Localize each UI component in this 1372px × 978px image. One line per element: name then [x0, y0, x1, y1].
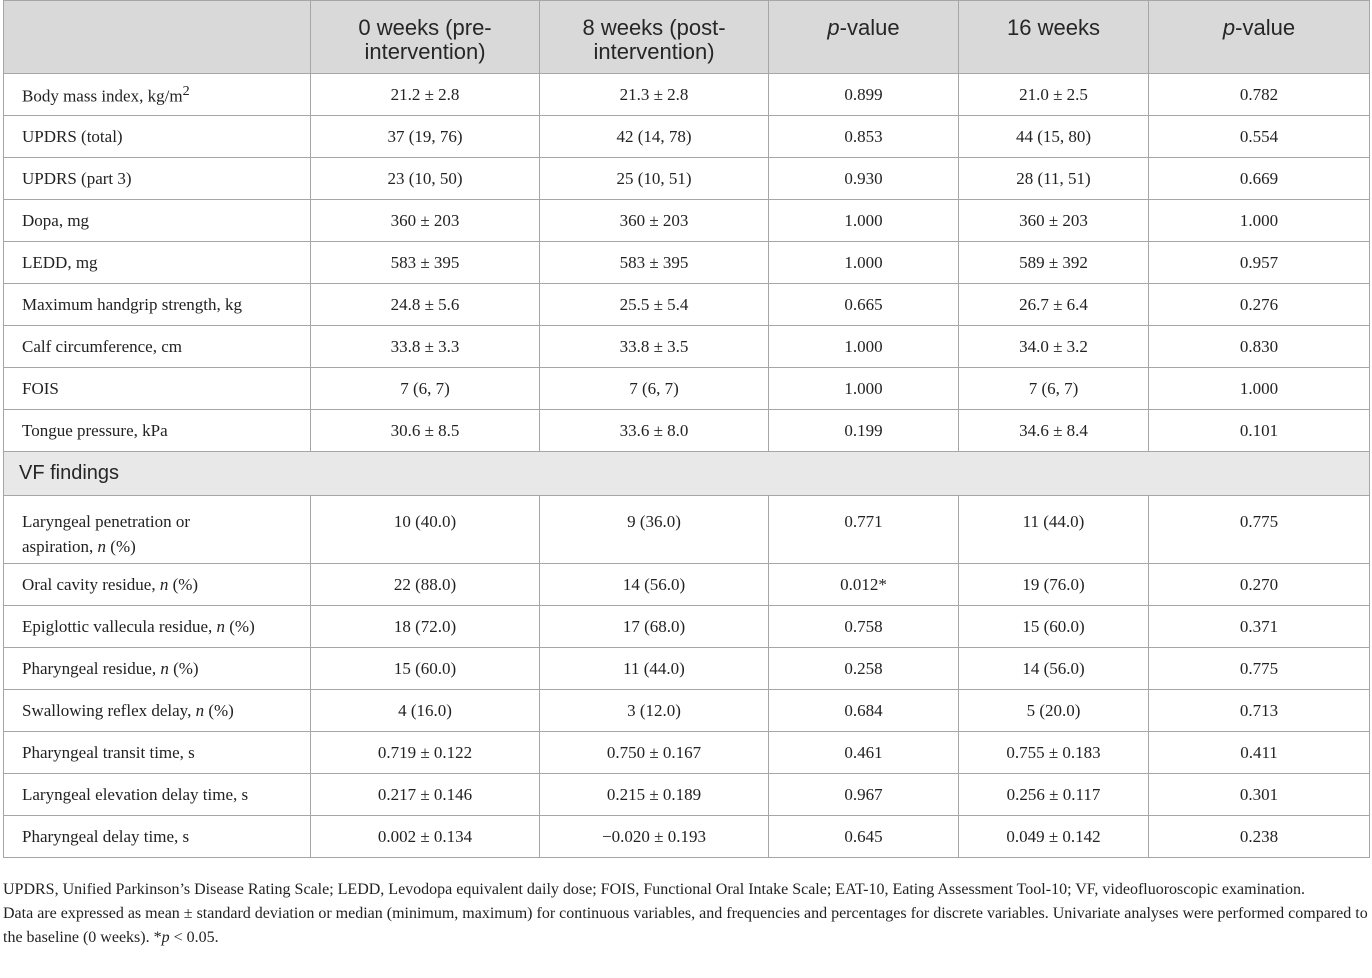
p-value-8-weeks: 0.899	[769, 74, 959, 116]
table-row	[4, 284, 1370, 326]
row-label: Oral cavity residue, n (%)	[4, 564, 311, 606]
p-value-16-weeks: 0.713	[1149, 690, 1370, 732]
value-8-weeks: 21.3 ± 2.8	[540, 74, 769, 116]
value-8-weeks: 14 (56.0)	[540, 564, 769, 606]
header-p-value-8: p-value	[769, 1, 959, 74]
p-value-16-weeks: 0.775	[1149, 648, 1370, 690]
p-value-16-weeks: 0.669	[1149, 158, 1370, 200]
value-8-weeks: −0.020 ± 0.193	[540, 816, 769, 858]
p-value-16-weeks: 0.411	[1149, 732, 1370, 774]
table-row	[4, 368, 1370, 410]
value-0-weeks: 30.6 ± 8.5	[311, 410, 540, 452]
value-8-weeks: 42 (14, 78)	[540, 116, 769, 158]
p-value-16-weeks: 0.371	[1149, 606, 1370, 648]
value-8-weeks: 11 (44.0)	[540, 648, 769, 690]
p-value-16-weeks: 1.000	[1149, 200, 1370, 242]
value-16-weeks: 15 (60.0)	[959, 606, 1149, 648]
header-label-column	[4, 1, 311, 74]
p-value-8-weeks: 0.930	[769, 158, 959, 200]
value-16-weeks: 34.0 ± 3.2	[959, 326, 1149, 368]
value-0-weeks: 37 (19, 76)	[311, 116, 540, 158]
row-label: Laryngeal elevation delay time, s	[4, 774, 311, 816]
value-8-weeks: 33.6 ± 8.0	[540, 410, 769, 452]
p-value-8-weeks: 1.000	[769, 242, 959, 284]
row-label: Pharyngeal delay time, s	[4, 816, 311, 858]
value-0-weeks: 7 (6, 7)	[311, 368, 540, 410]
data-note: Data are expressed as mean ± standard deviation or median (minimum, maximum) for continuous variables, and frequencies and percentages for discrete variables. Univariate analyses were performed compared to the baseline (0 weeks). *p < 0.05.	[3, 905, 1368, 946]
row-label: LEDD, mg	[4, 242, 311, 284]
value-16-weeks: 0.256 ± 0.117	[959, 774, 1149, 816]
table-row	[4, 410, 1370, 452]
value-16-weeks: 0.049 ± 0.142	[959, 816, 1149, 858]
p-value-16-weeks: 0.301	[1149, 774, 1370, 816]
p-value-16-weeks: 1.000	[1149, 368, 1370, 410]
value-0-weeks: 10 (40.0)	[311, 496, 540, 564]
value-8-weeks: 0.215 ± 0.189	[540, 774, 769, 816]
value-0-weeks: 15 (60.0)	[311, 648, 540, 690]
value-8-weeks: 7 (6, 7)	[540, 368, 769, 410]
value-0-weeks: 0.002 ± 0.134	[311, 816, 540, 858]
value-0-weeks: 33.8 ± 3.3	[311, 326, 540, 368]
section-row-vf-findings	[4, 452, 1370, 496]
p-value-16-weeks: 0.554	[1149, 116, 1370, 158]
row-label: Epiglottic vallecula residue, n (%)	[4, 606, 311, 648]
row-label: Pharyngeal residue, n (%)	[4, 648, 311, 690]
table-row	[4, 564, 1370, 606]
value-16-weeks: 44 (15, 80)	[959, 116, 1149, 158]
table-footnotes	[3, 878, 1369, 950]
value-8-weeks: 3 (12.0)	[540, 690, 769, 732]
value-0-weeks: 583 ± 395	[311, 242, 540, 284]
value-16-weeks: 26.7 ± 6.4	[959, 284, 1149, 326]
table-row	[4, 158, 1370, 200]
table-row	[4, 326, 1370, 368]
p-value-8-weeks: 1.000	[769, 368, 959, 410]
table-row	[4, 496, 1370, 564]
value-0-weeks: 24.8 ± 5.6	[311, 284, 540, 326]
row-label: UPDRS (total)	[4, 116, 311, 158]
value-8-weeks: 9 (36.0)	[540, 496, 769, 564]
p-value-8-weeks: 1.000	[769, 200, 959, 242]
value-8-weeks: 583 ± 395	[540, 242, 769, 284]
table-row	[4, 732, 1370, 774]
value-0-weeks: 360 ± 203	[311, 200, 540, 242]
value-16-weeks: 28 (11, 51)	[959, 158, 1149, 200]
row-label: Maximum handgrip strength, kg	[4, 284, 311, 326]
row-label: Dopa, mg	[4, 200, 311, 242]
value-16-weeks: 11 (44.0)	[959, 496, 1149, 564]
row-label: Pharyngeal transit time, s	[4, 732, 311, 774]
p-value-16-weeks: 0.238	[1149, 816, 1370, 858]
table-row	[4, 648, 1370, 690]
table-row	[4, 690, 1370, 732]
value-0-weeks: 22 (88.0)	[311, 564, 540, 606]
value-16-weeks: 34.6 ± 8.4	[959, 410, 1149, 452]
row-label: Swallowing reflex delay, n (%)	[4, 690, 311, 732]
row-label: FOIS	[4, 368, 311, 410]
row-label: Laryngeal penetration or aspiration, n (%)	[4, 496, 311, 564]
p-value-8-weeks: 0.967	[769, 774, 959, 816]
p-value-16-weeks: 0.276	[1149, 284, 1370, 326]
p-value-8-weeks: 0.461	[769, 732, 959, 774]
p-value-16-weeks: 0.775	[1149, 496, 1370, 564]
p-value-8-weeks: 0.012*	[769, 564, 959, 606]
p-value-16-weeks: 0.101	[1149, 410, 1370, 452]
p-value-16-weeks: 0.957	[1149, 242, 1370, 284]
section-title: VF findings	[4, 452, 1370, 496]
p-value-8-weeks: 0.645	[769, 816, 959, 858]
value-16-weeks: 14 (56.0)	[959, 648, 1149, 690]
results-table	[3, 0, 1370, 858]
p-value-16-weeks: 0.830	[1149, 326, 1370, 368]
header-0-weeks: 0 weeks (pre- intervention)	[311, 1, 540, 74]
value-16-weeks: 360 ± 203	[959, 200, 1149, 242]
table-row	[4, 242, 1370, 284]
value-8-weeks: 25.5 ± 5.4	[540, 284, 769, 326]
value-0-weeks: 21.2 ± 2.8	[311, 74, 540, 116]
value-0-weeks: 0.719 ± 0.122	[311, 732, 540, 774]
p-value-8-weeks: 0.258	[769, 648, 959, 690]
value-16-weeks: 589 ± 392	[959, 242, 1149, 284]
value-16-weeks: 0.755 ± 0.183	[959, 732, 1149, 774]
table-row	[4, 774, 1370, 816]
value-0-weeks: 0.217 ± 0.146	[311, 774, 540, 816]
p-value-16-weeks: 0.270	[1149, 564, 1370, 606]
value-8-weeks: 0.750 ± 0.167	[540, 732, 769, 774]
value-16-weeks: 7 (6, 7)	[959, 368, 1149, 410]
row-label: Body mass index, $kg/m^2$	[4, 74, 311, 116]
p-value-16-weeks: 0.782	[1149, 74, 1370, 116]
row-label: UPDRS (part 3)	[4, 158, 311, 200]
p-value-8-weeks: 0.199	[769, 410, 959, 452]
abbreviations-note: UPDRS, Unified Parkinson’s Disease Rating Scale; LEDD, Levodopa equivalent daily dose; FOIS, Functional Oral Intake Scale; EAT-10, Eating Assessment Tool-10; VF, videofluoroscopic examination.	[3, 881, 1305, 898]
table-row	[4, 116, 1370, 158]
value-8-weeks: 17 (68.0)	[540, 606, 769, 648]
header-16-weeks: 16 weeks	[959, 1, 1149, 74]
p-value-8-weeks: 0.684	[769, 690, 959, 732]
row-label: Calf circumference, cm	[4, 326, 311, 368]
value-16-weeks: 5 (20.0)	[959, 690, 1149, 732]
value-8-weeks: 360 ± 203	[540, 200, 769, 242]
table-row	[4, 606, 1370, 648]
table-row	[4, 816, 1370, 858]
value-0-weeks: 23 (10, 50)	[311, 158, 540, 200]
p-value-8-weeks: 0.853	[769, 116, 959, 158]
value-16-weeks: 19 (76.0)	[959, 564, 1149, 606]
table-row	[4, 200, 1370, 242]
row-label: Tongue pressure, kPa	[4, 410, 311, 452]
header-p-value-16: p-value	[1149, 1, 1370, 74]
value-0-weeks: 4 (16.0)	[311, 690, 540, 732]
table-row	[4, 74, 1370, 116]
header-8-weeks: 8 weeks (post- intervention)	[540, 1, 769, 74]
p-value-8-weeks: 0.665	[769, 284, 959, 326]
header-row	[4, 1, 1370, 74]
value-8-weeks: 25 (10, 51)	[540, 158, 769, 200]
p-value-8-weeks: 1.000	[769, 326, 959, 368]
p-value-8-weeks: 0.758	[769, 606, 959, 648]
value-16-weeks: 21.0 ± 2.5	[959, 74, 1149, 116]
value-8-weeks: 33.8 ± 3.5	[540, 326, 769, 368]
value-0-weeks: 18 (72.0)	[311, 606, 540, 648]
p-value-8-weeks: 0.771	[769, 496, 959, 564]
